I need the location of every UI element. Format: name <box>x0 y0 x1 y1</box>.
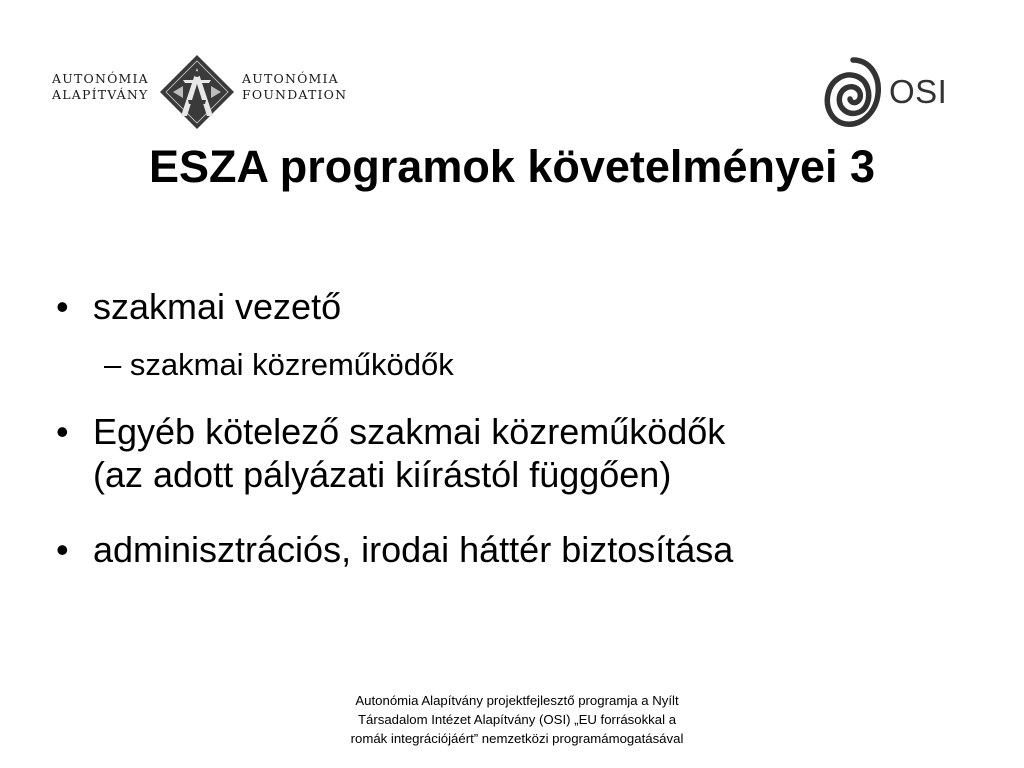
autonomia-logo-left-line1: AUTONÓMIA <box>52 71 149 86</box>
autonomia-logo-right-text <box>242 71 347 103</box>
bullet-text-line2: (az adott pályázati kiírástól függően) <box>93 454 672 495</box>
bullet-text-line1: Egyéb kötelező szakmai közreműködők <box>93 411 726 452</box>
osi-logo <box>822 48 952 134</box>
sub-bullet-text: szakmai közreműködők <box>129 347 454 382</box>
autonomia-logo-left-text <box>52 71 149 103</box>
bullet-marker: • <box>56 286 69 327</box>
bullet-marker: • <box>56 411 69 452</box>
footer-line3: romák integrációjáért” nemzetközi programámogatásával <box>350 731 684 746</box>
footer-line1: Autonómia Alapítvány projektfejlesztő programja a Nyílt <box>355 693 679 708</box>
autonomia-logo-left-line2: ALAPÍTVÁNY <box>52 87 149 102</box>
bullet-text: szakmai vezető <box>93 286 342 327</box>
sub-bullet-marker: – <box>104 347 122 382</box>
autonomia-logo-right-line1: AUTONÓMIA <box>242 71 339 86</box>
footer-line2: Társadalom Intézet Alapítvány (OSI) „EU forrásokkal a <box>357 712 677 727</box>
autonomia-foundation-logo <box>52 54 348 130</box>
bullet-text <box>93 410 725 496</box>
osi-spiral-icon <box>822 48 884 134</box>
footer-credit <box>282 691 752 748</box>
bullet-text: adminisztrációs, irodai háttér biztosítása <box>93 529 734 570</box>
sub-bullet-item <box>104 346 454 384</box>
osi-logo-text: OSI <box>889 73 948 110</box>
autonomia-emblem-icon <box>159 54 235 130</box>
slide-title: ESZA programok követelményei 3 <box>148 141 876 192</box>
autonomia-logo-right-line2: FOUNDATION <box>242 87 348 102</box>
bullet-marker: • <box>56 529 69 570</box>
